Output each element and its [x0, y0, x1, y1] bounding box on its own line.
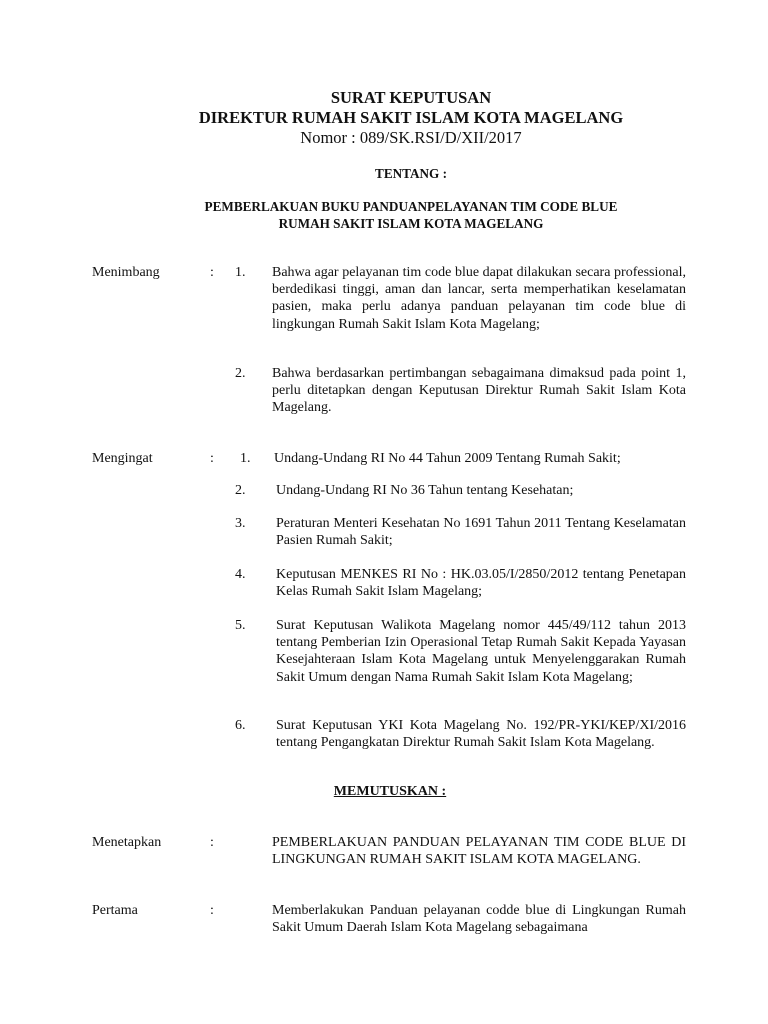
menetapkan-text: PEMBERLAKUAN PANDUAN PELAYANAN TIM CODE BLUE DI LINGKUNGAN RUMAH SAKIT ISLAM KOTA MAGELANG.	[272, 835, 686, 868]
menimbang-num-2: 2.	[235, 366, 246, 381]
mengingat-num-4: 4.	[235, 567, 246, 582]
menimbang-item-2: Bahwa berdasarkan pertimbangan sebagaimana dimaksud pada point 1, perlu ditetapkan dengan Keputusan Direktur Rumah Sakit Islam Kota Magelang.	[272, 366, 686, 416]
mengingat-item-5: Surat Keputusan Walikota Magelang nomor 445/49/112 tahun 2013 tentang Pemberian Izin Operasional Tetap Rumah Sakit Kepada Yayasan Kesejahteraan Islam Kota Magelang untuk Menyelenggarakan Rumah Sakit Umum dengan Nama Rumah Sakit Islam Kota Magelang;	[276, 618, 686, 685]
mengingat-item-2: Undang-Undang RI No 36 Tahun tentang Kesehatan;	[276, 483, 574, 498]
mengingat-label: Mengingat	[92, 451, 153, 466]
mengingat-item-4: Keputusan MENKES RI No : HK.03.05/I/2850/2012 tentang Penetapan Kelas Rumah Sakit Islam Magelang;	[276, 567, 686, 600]
doc-number: Nomor : 089/SK.RSI/D/XII/2017	[300, 128, 522, 147]
pertama-text: Memberlakukan Panduan pelayanan codde blue di Lingkungan Rumah Sakit Umum Daerah Islam Kota Magelang sebagaimana	[272, 903, 686, 936]
menimbang-colon: :	[210, 265, 214, 280]
mengingat-num-6: 6.	[235, 718, 246, 733]
menetapkan-label: Menetapkan	[92, 835, 162, 850]
doc-issuer: DIREKTUR RUMAH SAKIT ISLAM KOTA MAGELANG	[198, 108, 624, 127]
menimbang-item-1: Bahwa agar pelayanan tim code blue dapat dilakukan secara professional, berdedikasi tinggi, aman dan lancar, serta memperhatikan keselamatan pasien, maka perlu adanya panduan pelayanan tim code blue di lingkungan Rumah Sakit Islam Kota Magelang;	[272, 265, 686, 332]
mengingat-colon: :	[210, 451, 214, 466]
mengingat-num-5: 5.	[235, 618, 246, 633]
menetapkan-colon: :	[210, 835, 214, 850]
mengingat-num-2: 2.	[235, 483, 246, 498]
subject-line-1: PEMBERLAKUAN BUKU PANDUANPELAYANAN TIM CODE BLUE	[204, 199, 618, 214]
menimbang-label: Menimbang	[92, 265, 160, 280]
pertama-label: Pertama	[92, 903, 138, 918]
doc-title: SURAT KEPUTUSAN	[330, 88, 492, 107]
pertama-colon: :	[210, 903, 214, 918]
tentang-heading: TENTANG :	[375, 166, 447, 181]
mengingat-item-6: Surat Keputusan YKI Kota Magelang No. 192/PR-YKI/KEP/XI/2016 tentang Pengangkatan Direktur Rumah Sakit Islam Kota Magelang.	[276, 718, 686, 751]
mengingat-item-1: Undang-Undang RI No 44 Tahun 2009 Tentang Rumah Sakit;	[274, 451, 621, 466]
subject-line-2: RUMAH SAKIT ISLAM KOTA MAGELANG	[278, 216, 544, 231]
menimbang-num-1: 1.	[235, 265, 246, 280]
mengingat-num-1: 1.	[240, 451, 251, 466]
mengingat-num-3: 3.	[235, 516, 246, 531]
mengingat-item-3: Peraturan Menteri Kesehatan No 1691 Tahun 2011 Tentang Keselamatan Pasien Rumah Sakit;	[276, 516, 686, 549]
memutuskan-heading: MEMUTUSKAN :	[333, 784, 447, 799]
